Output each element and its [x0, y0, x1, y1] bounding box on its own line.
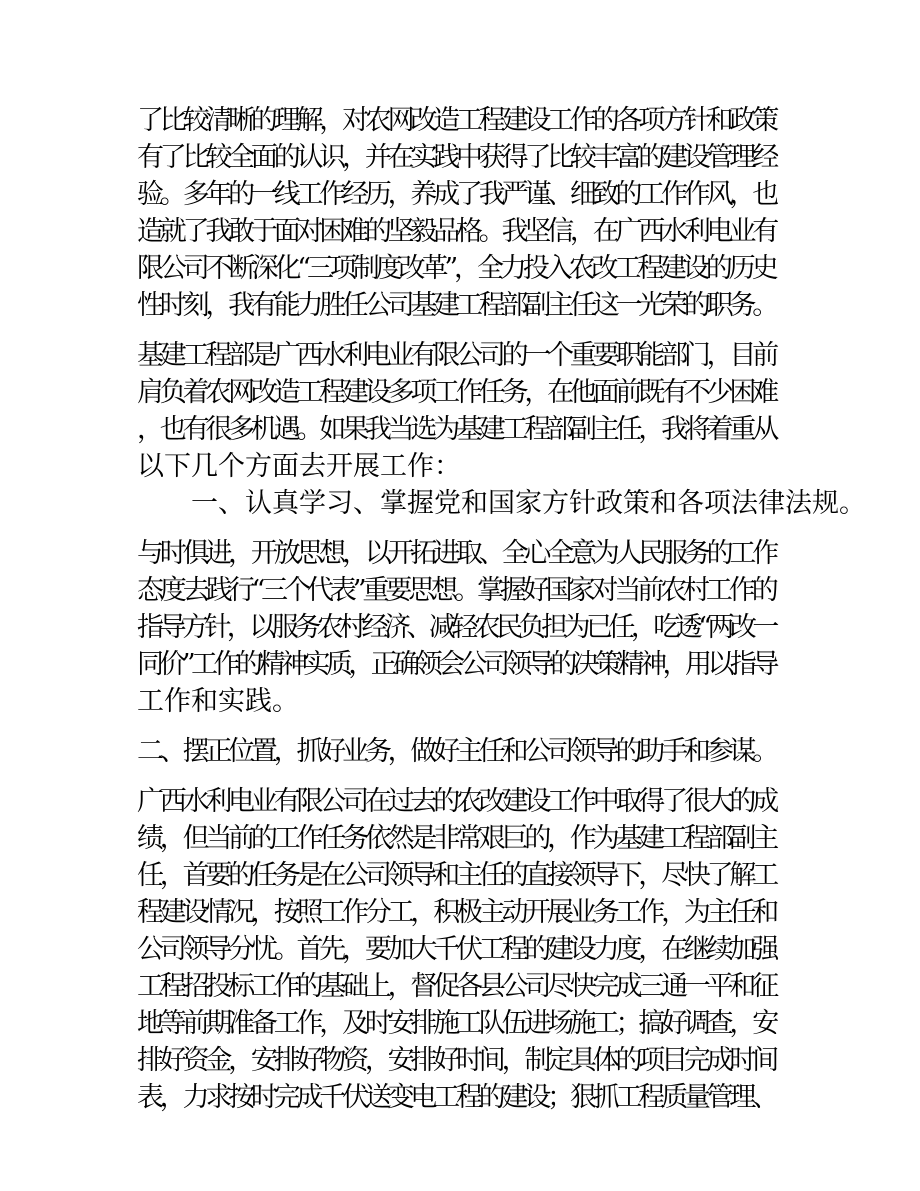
text-line: 地等前期准备工作，及时安排施工队伍进场施工；搞好调查，安 [137, 1008, 775, 1039]
text-line: 指导方针，以服务农村经济、减轻农民负担为已任，吃透“两改一 [137, 612, 775, 643]
text-line: 以下几个方面去开展工作： [137, 451, 461, 482]
text-line: 工程招投标工作的基础上，督促各县公司尽快完成三通一平和征 [137, 971, 775, 1002]
section-heading-2: 二、摆正位置，抓好业务，做好主任和公司领导的助手和参谋。 [137, 736, 775, 767]
text-line: 排好资金，安排好物资，安排好时间，制定具体的项目完成时间 [137, 1045, 775, 1076]
text-line: 任，首要的任务是在公司领导和主任的直接领导下，尽快了解工 [137, 860, 775, 891]
text-line: 造就了我敢于面对困难的坚毅品格。我坚信，在广西水利电业有 [137, 216, 775, 247]
text-line: 肩负着农网改造工程建设多项工作任务，在他面前既有不少困难 [137, 377, 775, 408]
text-line: 验。多年的一线工作经历，养成了我严谨、细致的工作作风，也 [137, 179, 775, 210]
text-line: 态度去践行“三个代表”重要思想。掌握好国家对当前农村工作的 [137, 575, 775, 606]
text-line: 绩，但当前的工作任务依然是非常艰巨的，作为基建工程部副主 [137, 823, 775, 854]
text-line: 限公司不断深化“三项制度改革”，全力投入农改工程建设的历史 [137, 253, 775, 284]
text-line: 同价”工作的精神实质，正确领会公司领导的决策精神，用以指导 [137, 649, 775, 680]
text-line: 表，力求按时完成千伏送变电工程的建设；狠抓工程质量管理、 [137, 1082, 775, 1113]
text-line: ，也有很多机遇。如果我当选为基建工程部副主任，我将着重从 [137, 414, 775, 445]
text-line: 与时俱进，开放思想，以开拓进取、全心全意为人民服务的工作 [137, 538, 775, 569]
text-line: 性时刻，我有能力胜任公司基建工程部副主任这一光荣的职务。 [137, 290, 775, 321]
text-line: 广西水利电业有限公司在过去的农改建设工作中取得了很大的成 [137, 786, 775, 817]
text-line: 有了比较全面的认识，并在实践中获得了比较丰富的建设管理经 [137, 142, 775, 173]
text-line: 程建设情况，按照工作分工，积极主动开展业务工作，为主任和 [137, 897, 775, 928]
text-line: 工作和实践。 [137, 686, 299, 717]
section-heading-1: 一、认真学习、掌握党和国家方针政策和各项法律法规。 [191, 488, 866, 519]
text-line: 公司领导分忧。首先，要加大千伏工程的建设力度，在继续加强 [137, 934, 775, 965]
text-line: 基建工程部是广西水利电业有限公司的一个重要职能部门，目前 [137, 340, 775, 371]
text-line: 了比较清晰的理解，对农网改造工程建设工作的各项方针和政策 [137, 105, 775, 136]
